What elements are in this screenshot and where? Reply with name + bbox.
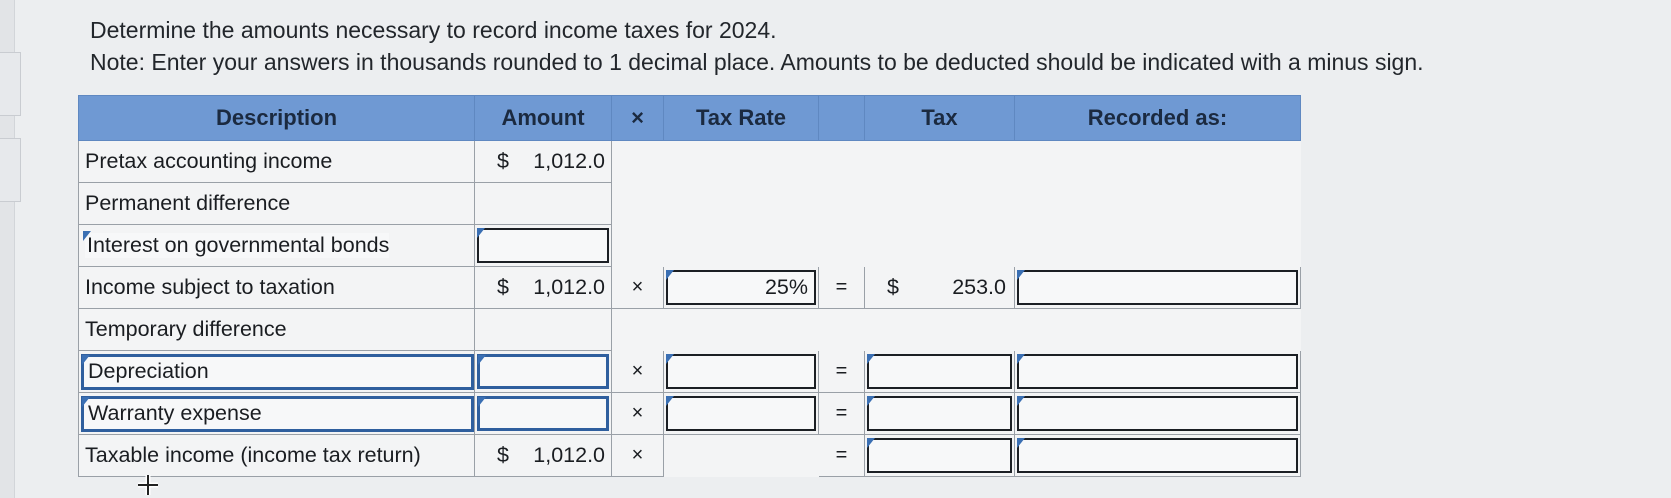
input-value bbox=[668, 398, 814, 429]
input-value bbox=[869, 356, 1010, 387]
header-recorded-as: Recorded as: bbox=[1015, 96, 1301, 141]
row-label-depreciation bbox=[79, 351, 475, 393]
cell-recorded-depreciation bbox=[1015, 351, 1301, 393]
cell-rate-subject bbox=[664, 267, 819, 309]
empty-cell bbox=[865, 309, 1015, 351]
empty-cell bbox=[475, 183, 612, 225]
table-row bbox=[79, 183, 1301, 225]
row-label-dropdown[interactable] bbox=[81, 354, 474, 390]
empty-cell bbox=[819, 225, 865, 267]
amount-input-warranty[interactable] bbox=[477, 396, 609, 431]
empty-cell bbox=[1015, 141, 1301, 183]
empty-cell bbox=[865, 225, 1015, 267]
empty-cell bbox=[612, 183, 664, 225]
cell-amount-depreciation bbox=[475, 351, 612, 393]
equals-sign: = bbox=[819, 351, 865, 393]
header-tax: Tax bbox=[865, 96, 1015, 141]
cell-recorded-taxable bbox=[1015, 435, 1301, 477]
side-tab[interactable] bbox=[0, 138, 21, 202]
header-description: Description bbox=[79, 96, 475, 141]
header-tax-rate: Tax Rate bbox=[664, 96, 819, 141]
row-label-text: Interest on governmental bonds bbox=[87, 233, 390, 257]
table-row bbox=[79, 309, 1301, 351]
input-value bbox=[869, 398, 1010, 429]
cell-rate-warranty bbox=[664, 393, 819, 435]
empty-cell bbox=[664, 225, 819, 267]
row-label-taxable: Taxable income (income tax return) bbox=[79, 435, 475, 477]
input-value bbox=[1019, 440, 1296, 471]
row-label-text: Depreciation bbox=[88, 359, 209, 383]
input-value bbox=[1019, 356, 1296, 387]
cell-amount-warranty bbox=[475, 393, 612, 435]
header-amount: Amount bbox=[475, 96, 612, 141]
empty-cell bbox=[865, 141, 1015, 183]
cell-tax-subject bbox=[865, 267, 1015, 309]
input-value bbox=[480, 357, 606, 386]
empty-cell bbox=[865, 183, 1015, 225]
tax-input-warranty[interactable] bbox=[867, 396, 1012, 431]
equals-sign: = bbox=[819, 435, 865, 477]
input-value bbox=[479, 230, 607, 261]
empty-cell bbox=[612, 309, 664, 351]
input-value bbox=[480, 399, 606, 428]
table-row bbox=[79, 351, 1301, 393]
row-label-dropdown[interactable] bbox=[85, 233, 389, 258]
income-tax-table bbox=[78, 95, 1301, 477]
cell-amount-pretax bbox=[475, 141, 612, 183]
cell-tax-depreciation bbox=[865, 351, 1015, 393]
table-row bbox=[79, 225, 1301, 267]
header-row bbox=[79, 96, 1301, 141]
table-row bbox=[79, 435, 1301, 477]
empty-cell bbox=[1015, 309, 1301, 351]
tax-rate-input-depreciation[interactable] bbox=[666, 354, 816, 389]
side-tab[interactable] bbox=[0, 52, 21, 116]
times-sign: × bbox=[612, 267, 664, 309]
empty-cell bbox=[1015, 225, 1301, 267]
input-value bbox=[668, 356, 814, 387]
row-label-dropdown[interactable] bbox=[81, 396, 474, 432]
empty-cell bbox=[664, 309, 819, 351]
currency-sign: $ bbox=[497, 149, 509, 173]
row-label-subject: Income subject to taxation bbox=[79, 267, 475, 309]
empty-cell bbox=[612, 225, 664, 267]
times-sign: × bbox=[612, 393, 664, 435]
input-value bbox=[1019, 272, 1296, 303]
table-row bbox=[79, 141, 1301, 183]
tax-rate-input-warranty[interactable] bbox=[666, 396, 816, 431]
cell-rate-depreciation bbox=[664, 351, 819, 393]
header-times: × bbox=[612, 96, 664, 141]
tax-input-depreciation[interactable] bbox=[867, 354, 1012, 389]
cell-amount-subject bbox=[475, 267, 612, 309]
recorded-as-input-taxable[interactable] bbox=[1017, 438, 1298, 473]
currency-sign: $ bbox=[497, 275, 509, 299]
cell-tax-warranty bbox=[865, 393, 1015, 435]
amount-value: 1,012.0 bbox=[533, 443, 605, 467]
instructions bbox=[90, 14, 1660, 78]
equals-sign: = bbox=[819, 267, 865, 309]
instruction-line-1: Determine the amounts necessary to record income taxes for 2024. bbox=[90, 17, 777, 43]
input-value bbox=[1019, 398, 1296, 429]
input-value: 25% bbox=[764, 275, 808, 299]
equals-sign: = bbox=[819, 393, 865, 435]
empty-cell bbox=[664, 435, 819, 477]
cell-recorded-subject bbox=[1015, 267, 1301, 309]
recorded-as-input-depreciation[interactable] bbox=[1017, 354, 1298, 389]
row-label-pretax: Pretax accounting income bbox=[79, 141, 475, 183]
amount-value: 1,012.0 bbox=[533, 275, 605, 299]
table-row bbox=[79, 267, 1301, 309]
cell-tax-taxable bbox=[865, 435, 1015, 477]
empty-cell bbox=[612, 141, 664, 183]
currency-sign: $ bbox=[497, 443, 509, 467]
table-row bbox=[79, 393, 1301, 435]
cell-recorded-warranty bbox=[1015, 393, 1301, 435]
tax-value: 253.0 bbox=[952, 275, 1006, 299]
header-equals bbox=[819, 96, 865, 141]
instruction-line-2: Note: Enter your answers in thousands rounded to 1 decimal place. Amounts to be deducted should be indicated with a minus sign. bbox=[90, 49, 1424, 75]
empty-cell bbox=[819, 141, 865, 183]
amount-input-depreciation[interactable] bbox=[477, 354, 609, 389]
empty-cell bbox=[664, 141, 819, 183]
empty-cell bbox=[819, 309, 865, 351]
empty-cell bbox=[819, 183, 865, 225]
move-cursor-icon bbox=[137, 474, 159, 496]
empty-cell bbox=[664, 183, 819, 225]
row-label-warranty bbox=[79, 393, 475, 435]
times-sign: × bbox=[612, 351, 664, 393]
row-label-text: Warranty expense bbox=[88, 401, 262, 425]
cell-amount-interest bbox=[475, 225, 612, 267]
row-label-interest bbox=[79, 225, 475, 267]
empty-cell bbox=[475, 309, 612, 351]
tax-input-taxable[interactable] bbox=[867, 438, 1012, 473]
row-label-permanent: Permanent difference bbox=[79, 183, 475, 225]
cell-amount-taxable bbox=[475, 435, 612, 477]
tax-rate-input-subject[interactable] bbox=[666, 270, 816, 305]
input-value bbox=[869, 440, 1010, 471]
times-sign: × bbox=[612, 435, 664, 477]
amount-value: 1,012.0 bbox=[533, 149, 605, 173]
amount-input-interest[interactable] bbox=[477, 228, 609, 263]
recorded-as-input-subject[interactable] bbox=[1017, 270, 1298, 305]
empty-cell bbox=[1015, 183, 1301, 225]
row-label-temporary: Temporary difference bbox=[79, 309, 475, 351]
recorded-as-input-warranty[interactable] bbox=[1017, 396, 1298, 431]
currency-sign: $ bbox=[887, 275, 899, 299]
